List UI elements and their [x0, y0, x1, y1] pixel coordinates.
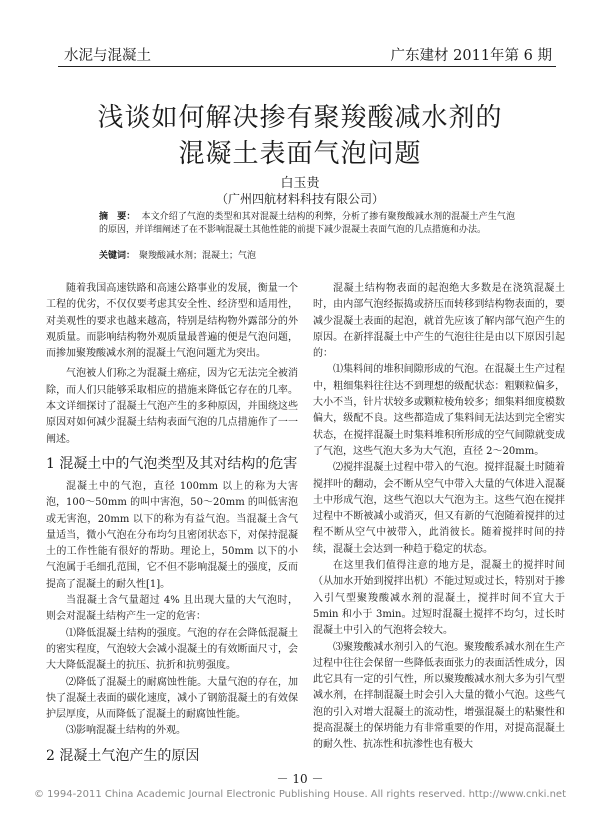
author-name: 白玉贵	[280, 176, 320, 191]
paragraph: 在这里我们值得注意的地方是，混凝土的搅拌时间（从加水开始到搅拌出机）不能过短或过长，特别对于掺入引气型聚羧酸减水剂的混凝土，搅拌时间不宜大于 5min 和小于 3min。过短时混凝土搅拌不均匀，过长时混凝土中引入的气泡将会较大。	[313, 560, 565, 637]
paragraph: 混凝土中的气泡，直径 100mm 以上的称为大害泡，100～50mm 的叫中害泡，50～20mm 的叫低害泡或无害泡，20mm 以下的称为有益气泡。当混凝土含气量适当，微小气泡在分布均匀且密闭状态下，对保持混凝土的工作性能有很好的帮助。理论上，50mm 以下的小气泡属于毛细孔范围，它不但不影响混凝土的强度，反而提高了混凝土的耐久性[1]。	[46, 480, 298, 590]
list-item: ⑵搅拌混凝土过程中带入的气泡。搅拌混凝土时随着搅拌叶的翻动，会不断从空气中带入大量的气体进入混凝土中形成气泡，这些气泡以大气泡为主。这些气泡在搅拌过程中不断被减小或消灭，但又有新的气泡随着搅拌的过程不断从空气中被带入，此消彼长。随着搅拌时间的持续，混凝土会达到一种趋于稳定的状态。	[313, 462, 565, 555]
keywords-text: 聚羧酸减水剂；混凝土；气泡	[139, 251, 257, 261]
paragraph: 随着我国高速铁路和高速公路事业的发展，衡量一个工程的优劣，不仅仅要考虑其安全性、经济型和适用性，对美观性的要求也越来越高，特别是结构物外露部分的外观质量。而影响结构物外观质量最普遍的便是气泡问题，而掺加聚羧酸减水剂的混凝土气泡问题尤为突出。	[46, 283, 298, 360]
section-heading-1: 1 混凝土中的气泡类型及其对结构的危害	[46, 455, 298, 472]
page-number: － 10 －	[276, 772, 324, 786]
paragraph: 混凝土结构物表面的起泡绝大多数是在浇筑混凝土时，由内部气泡经振捣或挤压而转移到结构物表面的，要减少混凝土表面的起泡，就首先应该了解内部气泡产生的原因。在新拌混凝土中产生的气泡往往是由以下原因引起的：	[313, 283, 565, 360]
right-column	[313, 281, 565, 754]
list-item: ⑴降低混凝土结构的强度。气泡的存在会降低混凝土的密实程度，气泡较大会减小混凝土的有效断面尺寸，会大大降低混凝土的抗压、抗折和抗剪强度。	[46, 627, 298, 672]
list-item: ⑴集料间的堆积间隙形成的气泡。在混凝土生产过程中，粗细集料往往达不到理想的级配状态：粗颗粒偏多，大小不当，针片状较多或颗粒棱角较多；细集料细度模数偏大，级配不良。这些都造成了集料间无法达到完全密实状态，在搅拌混凝土时集料堆积所形成的空气间隙就变成了气泡，这些气泡大多为大气泡，直径 2～20mm。	[313, 364, 565, 457]
article-title-line-2: 混凝土表面气泡问题	[178, 139, 422, 169]
running-header-section: 水泥与混凝土	[64, 48, 151, 64]
list-item: ⑶聚羧酸减水剂引入的气泡。聚羧酸系减水剂在生产过程中往往会保留一些降低表面张力的表面活性成分，因此它具有一定的引气性，所以聚羧酸减水剂大多为引气型减水剂，在拌制混凝土时会引入大量的微小气泡。这些气泡的引入对增大混凝土的流动性，增强混凝土的粘聚性和提高混凝土的保坍能力有非常重要的作用，对提高混凝土的耐久性、抗冻性和抗渗性也有极大	[313, 641, 565, 751]
list-item: ⑵降低了混凝土的耐腐蚀性能。大量气泡的存在，加快了混凝土表面的碳化速度，减小了钢筋混凝土的有效保护层厚度，从而降低了混凝土的耐腐蚀性能。	[46, 676, 298, 721]
abstract-label: 摘 要：	[99, 212, 136, 222]
copyright-footer: © 1994-2011 China Academic Journal Electronic Publishing House. All rights reserved. http://www.cnki.net	[34, 789, 566, 800]
author-affiliation: （广州四航材料科技有限公司）	[215, 192, 384, 206]
left-column	[46, 281, 298, 771]
keywords	[99, 250, 515, 263]
paragraph: 气泡被人们称之为混凝土癌症，因为它无法完全被消除，而人们只能够采取相应的措施来降低它存在的几率。本文详细探讨了混凝土气泡产生的多种原因，并围绕这些原因对如何减少混凝土结构表面气泡的几点措施作了一一阐述。	[46, 368, 298, 445]
list-item: ⑶影响混凝土结构的外观。	[66, 725, 186, 737]
keywords-label: 关键词：	[99, 251, 136, 261]
article-title-line-1: 浅谈如何解决掺有聚羧酸减水剂的	[97, 103, 503, 133]
abstract-text: 本文介绍了气泡的类型和其对混凝土结构的利弊，分析了掺有聚羧酸减水剂的混凝土产生气泡的原因，并详细阐述了在不影响混凝土其他性能的前提下减少混凝土表面气泡的几点措施和办法。	[99, 212, 515, 235]
abstract	[99, 211, 515, 237]
paragraph: 当混凝土含气量超过 4% 且出现大量的大气泡时，则会对混凝土结构产生一定的危害：	[46, 595, 298, 623]
header-rule	[58, 66, 556, 67]
running-header-journal: 广东建材 2011年第 6 期	[390, 48, 552, 64]
section-heading-2: 2 混凝土气泡产生的原因	[46, 747, 200, 764]
